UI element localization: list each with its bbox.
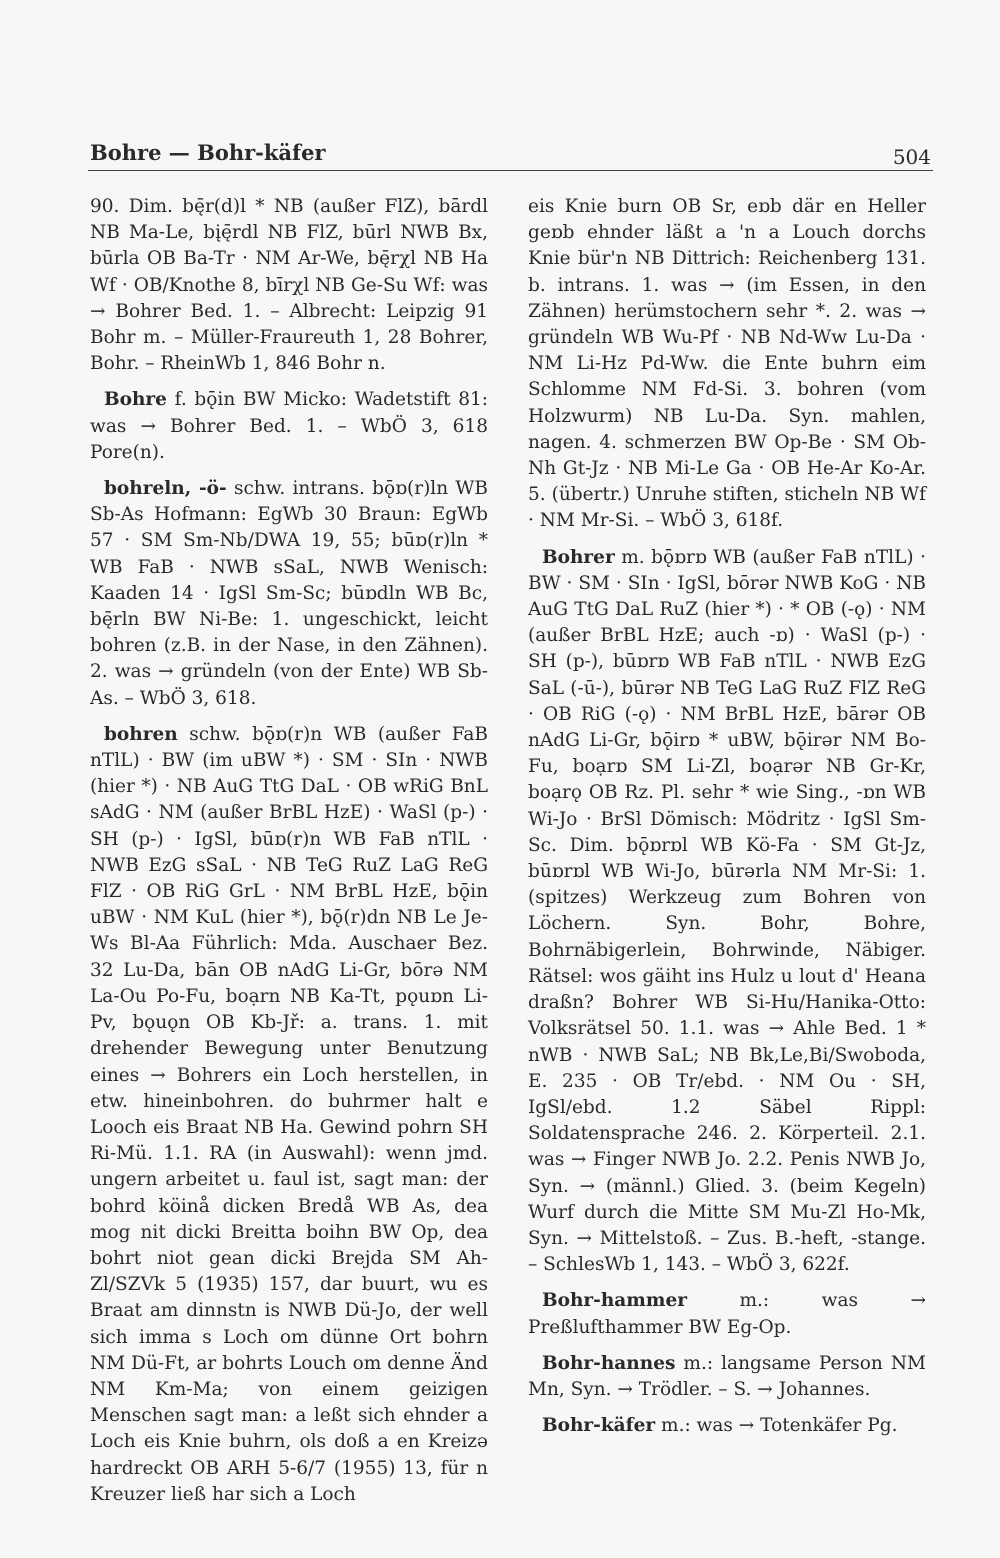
left-column: [90, 194, 488, 1518]
entry-lemma: Bohr-käfer: [542, 1415, 656, 1437]
dictionary-entry: [528, 194, 926, 535]
right-column: [528, 194, 926, 1449]
entry-lemma: Bohr-hannes: [542, 1352, 676, 1374]
entry-lemma: bohren: [104, 723, 178, 745]
dictionary-entry: [528, 1351, 926, 1403]
entry-text: m.: was → Preßlufthammer BW Eg-Op.: [528, 1290, 926, 1338]
dictionary-entry: [90, 476, 488, 712]
dictionary-entry: [90, 722, 488, 1508]
entry-lemma: bohreln, -ö-: [104, 478, 227, 500]
dictionary-entry: [528, 1288, 926, 1340]
entry-lemma: Bohr-hammer: [542, 1290, 687, 1312]
entry-text: 90. Dim. bę̄r(d)l * NB (außer FlZ), bārdl NB Ma-Le, bįę̄rdl NB FlZ, būrl NWB Bx, būrla OB Ba-Tr · NM Ar-We, bę̄rχl NB Ha Wf · OB/Knothe 8, bīrχl NB Ge-Su Wf: was → Bohrer Bed. 1. – Albrecht: Leipzig 91 Bohr m. – Müller-Fraureuth 1, 28 Bohrer, Bohr. – RheinWb 1, 846 Bohr n.: [90, 196, 488, 375]
running-head-title: Bohre — Bohr-käfer: [90, 140, 326, 165]
entry-text: schw. intrans. bǭɒ(r)ln WB Sb-As Hofmann: EgWb 30 Braun: EgWb 57 · SM Sm-Nb/DWA 19, 55; būɒ(r)ln * WB FaB · NWB sSaL, NWB Wenisch: Kaaden 14 · IgSl Sm-Sc; būɒdln WB Bc, bę̄rln BW Ni-Be: 1. ungeschickt, leicht bohren (z.B. in der Nase, in den Zähnen). 2. was → gründeln (von der Ente) WB Sb-As. – WbÖ 3, 618.: [90, 478, 488, 709]
page-number: 504: [892, 145, 931, 169]
entry-lemma: Bohre: [104, 389, 167, 411]
entry-text: eis Knie burn OB Sr, eɒb där en Heller geɒb ehnder läßt a 'n a Louch dorchs Knie bür'n NB Dittrich: Reichenberg 131. b. intrans. 1. was → (im Essen, in den Zähnen) herümstochern sehr *. 2. was → gründeln WB Wu-Pf · NB Nd-Ww Lu-Da · NM Li-Hz Pd-Ww. die Ente buhrn eim Schlomme NM Fd-Si. 3. bohren (vom Holzwurm) NB Lu-Da. Syn. mahlen, nagen. 4. schmerzen BW Op-Be · SM Ob-Nh Gt-Jz · NB Mi-Le Ga · OB He-Ar Ko-Ar. 5. (übertr.) Unruhe stiften, sticheln NB Wf · NM Mr-Si. – WbÖ 3, 618f.: [528, 196, 926, 532]
dictionary-entry: [90, 387, 488, 466]
entry-text: m.: was → Totenkäfer Pg.: [655, 1415, 898, 1437]
running-head: [88, 136, 933, 171]
entry-text: f. bǭin BW Micko: Wadetstift 81: was → Bohrer Bed. 1. – WbÖ 3, 618 Pore(n).: [90, 389, 488, 463]
dictionary-entry: [90, 194, 488, 377]
entry-lemma: Bohrer: [542, 546, 615, 568]
dictionary-entry: [528, 545, 926, 1279]
dictionary-entry: [528, 1413, 926, 1439]
entry-text: m. bǭɒrɒ WB (außer FaB nTlL) · BW · SM · SIn · IgSl, bōrər NWB KoG · NB AuG TtG DaL RuZ (hier *) · * OB (-ǫ) · NM (außer BrBL HzE; auch -ɒ) · WaSl (p-) · SH (p-), būɒrɒ WB FaB nTlL · NWB EzG SaL (-ū-), būrər NB TeG LaG RuZ FlZ ReG · OB RiG (-ǫ) · NM BrBL HzE, bārər OB nAdG Li-Gr, bǭirɒ * uBW, bǭirər NM Bo-Fu, boạrɒ SM Li-Zl, boạrər NB Gr-Kr, boạrǫ OB Rz. Pl. sehr * wie Sing., -ɒn WB Wi-Jo · BrSl Dömisch: Mödritz · IgSl Sm-Sc. Dim. bǭɒrɒl WB Kö-Fa · SM Gt-Jz, būɒrɒl WB Wi-Jo, būrərla NM Mr-Si: 1. (spitzes) Werkzeug zum Bohren von Löchern. Syn. Bohr, Bohre, Bohrnäbigerlein, Bohrwinde, Näbiger. Rätsel: wos gäiht ins Hulz u lout d' Heana draßn? Bohrer WB Si-Hu/Hanika-Otto: Volksrätsel 50. 1.1. was → Ahle Bed. 1 * nWB · NWB SaL; NB Bk,Le,Bi/Swoboda, E. 235 · OB Tr/ebd. · NM Ou · SH, IgSl/ebd. 1.2 Säbel Rippl: Soldatensprache 246. 2. Körperteil. 2.1. was → Finger NWB Jo. 2.2. Penis NWB Jo, Syn. → (männl.) Glied. 3. (beim Kegeln) Wurf durch die Mitte SM Mu-Zl Ho-Mk, Syn. → Mittelstoß. – Zus. B.-heft, -stange. – SchlesWb 1, 143. – WbÖ 3, 622f.: [528, 546, 926, 1276]
entry-text: schw. bǭɒ(r)n WB (außer FaB nTlL) · BW (im uBW *) · SM · SIn · NWB (hier *) · NB AuG TtG DaL · OB wRiG BnL sAdG · NM (außer BrBL HzE) · WaSl (p-) · SH (p-) · IgSl, būɒ(r)n WB FaB nTlL · NWB EzG sSaL · NB TeG RuZ LaG ReG FlZ · OB RiG GrL · NM BrBL HzE, bǭin uBW · NM KuL (hier *), bǭ(r)dn NB Le Je-Ws Bl-Aa Führlich: Mda. Auschaer Bez. 32 Lu-Da, bān OB nAdG Li-Gr, bōrə NM La-Ou Po-Fu, boạrn NB Ka-Tt, pǫuɒn Li-Pv, bǫuǫn OB Kb-Jř: a. trans. 1. mit drehender Bewegung unter Benutzung eines → Bohrers ein Loch herstellen, in etw. hineinbohren. do buhrmer halt e Looch eis Braat NB Ha. Gewind pohrn SH Ri-Mü. 1.1. RA (in Auswahl): wenn jmd. ungern arbeitet u. faul ist, sagt man: der bohrd köinå dicken Bredå WB As, dea mog nit dicki Breitta boihn BW Op, dea bohrt niot gean dicki Brejda SM Ah-Zl/SZVk 5 (1935) 157, dar buurt, wu es Braat am dinnstn is NWB Dü-Jo, der well sich imma s Loch om dünne Ort bohrn NM Dü-Ft, ar bohrts Louch om denne Änd NM Km-Ma; von einem geizigen Menschen sagt man: a leßt sich ehnder a Loch eis Knie buhrn, ols doß a en Kreizə hardreckt OB ARH 5-6/7 (1955) 13, für n Kreuzer ließ har sich a Loch: [90, 723, 488, 1505]
entry-text: m.: langsame Person NM Mn, Syn. → Trödler. – S. → Johannes.: [528, 1352, 926, 1400]
